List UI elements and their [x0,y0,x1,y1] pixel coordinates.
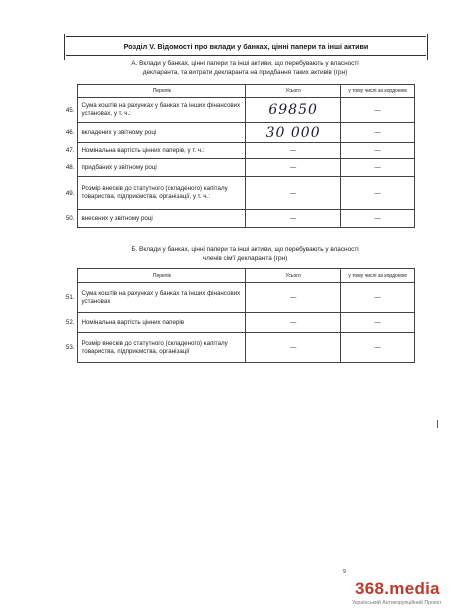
part-a-title [90,60,400,77]
section-right-mark [427,34,428,60]
row-number: 49. [56,177,78,210]
page-number: 9 [343,569,346,575]
header-list: Перелік [78,269,246,283]
row-total: — [246,143,341,159]
header-abroad: у тому числі за кордоном [341,85,415,98]
watermark-logo-text: 368.media [355,579,440,598]
table-row [56,333,415,363]
part-b-title-line2: членів сім'ї декларанта (грн) [202,254,288,262]
header-list: Перелік [78,85,246,98]
row-abroad: — [341,143,415,159]
table-row [56,159,415,177]
row-total: — [246,210,341,228]
row-label: Сума коштів на рахунках у банках та інших фінансових установах [78,283,246,313]
part-a-title-line2: декларанта, та витрати декларанта на придбання таких активів (грн) [142,68,348,76]
header-spacer [56,85,78,98]
row-number: 48. [56,159,78,177]
row-label: вкладених у звітному році [78,123,246,143]
row-label: Розмір внесків до статутного (складеного) капіталу товариства, підприємства, організації [78,333,246,363]
row-total [246,123,341,143]
handwritten-value: 30 000 [265,124,321,141]
row-total: — [246,313,341,333]
table-row [56,123,415,143]
row-abroad: — [341,123,415,143]
section-title [66,36,426,56]
row-label: придбаних у звітному році [78,159,246,177]
row-label: Розмір внесків до статутного (складеного) капіталу товариства, підприємства, організації, у т. ч.: [78,177,246,210]
table-row [56,143,415,159]
row-label: Номінальна вартість цінних паперів [78,313,246,333]
watermark-logo [355,579,440,599]
row-number: 53. [56,333,78,363]
row-total: — [246,177,341,210]
header-spacer [56,269,78,283]
part-b-title-line1: Б. Вклади у банках, цінні папери та інші активи, що перебувають у власності [131,246,359,253]
part-b-title [90,246,400,263]
row-number: 50. [56,210,78,228]
section-title-text: Розділ V. Відомості про вклади у банках, цінні папери та інші активи [123,41,369,51]
part-a-table [56,84,415,228]
row-number: 46. [56,123,78,143]
row-label: внесених у звітному році [78,210,246,228]
table-row [56,98,415,123]
row-number: 47. [56,143,78,159]
row-abroad: — [341,210,415,228]
watermark-tagline: Український Антикорупційний Проект [352,600,442,606]
table-row [56,313,415,333]
row-abroad: — [341,159,415,177]
header-total: Усього [246,269,341,283]
row-total: — [246,159,341,177]
header-abroad: у тому числі за кордоном [341,269,415,283]
table-row [56,210,415,228]
row-number: 45. [56,98,78,123]
handwritten-value: 69850 [268,102,318,118]
row-number: 52. [56,313,78,333]
row-label: Номінальна вартість цінних паперів, у т. ч.: [78,143,246,159]
row-total: — [246,283,341,313]
scan-edge-mark [437,420,438,428]
part-b-table [56,268,415,363]
row-abroad: — [341,283,415,313]
section-left-mark [64,34,65,60]
part-b-header-row [56,269,415,283]
row-abroad: — [341,98,415,123]
part-a-header-row [56,85,415,98]
row-total: — [246,333,341,363]
table-row [56,177,415,210]
header-total: Усього [246,85,341,98]
table-row [56,283,415,313]
row-label: Сума коштів на рахунках у банках та інших фінансових установах, у т. ч.: [78,98,246,123]
row-abroad: — [341,177,415,210]
row-total [246,98,341,123]
row-abroad: — [341,333,415,363]
part-a-title-line1: А. Вклади у банках, цінні папери та інші активи, що перебувають у власності [131,60,359,67]
row-number: 51. [56,283,78,313]
row-abroad: — [341,313,415,333]
